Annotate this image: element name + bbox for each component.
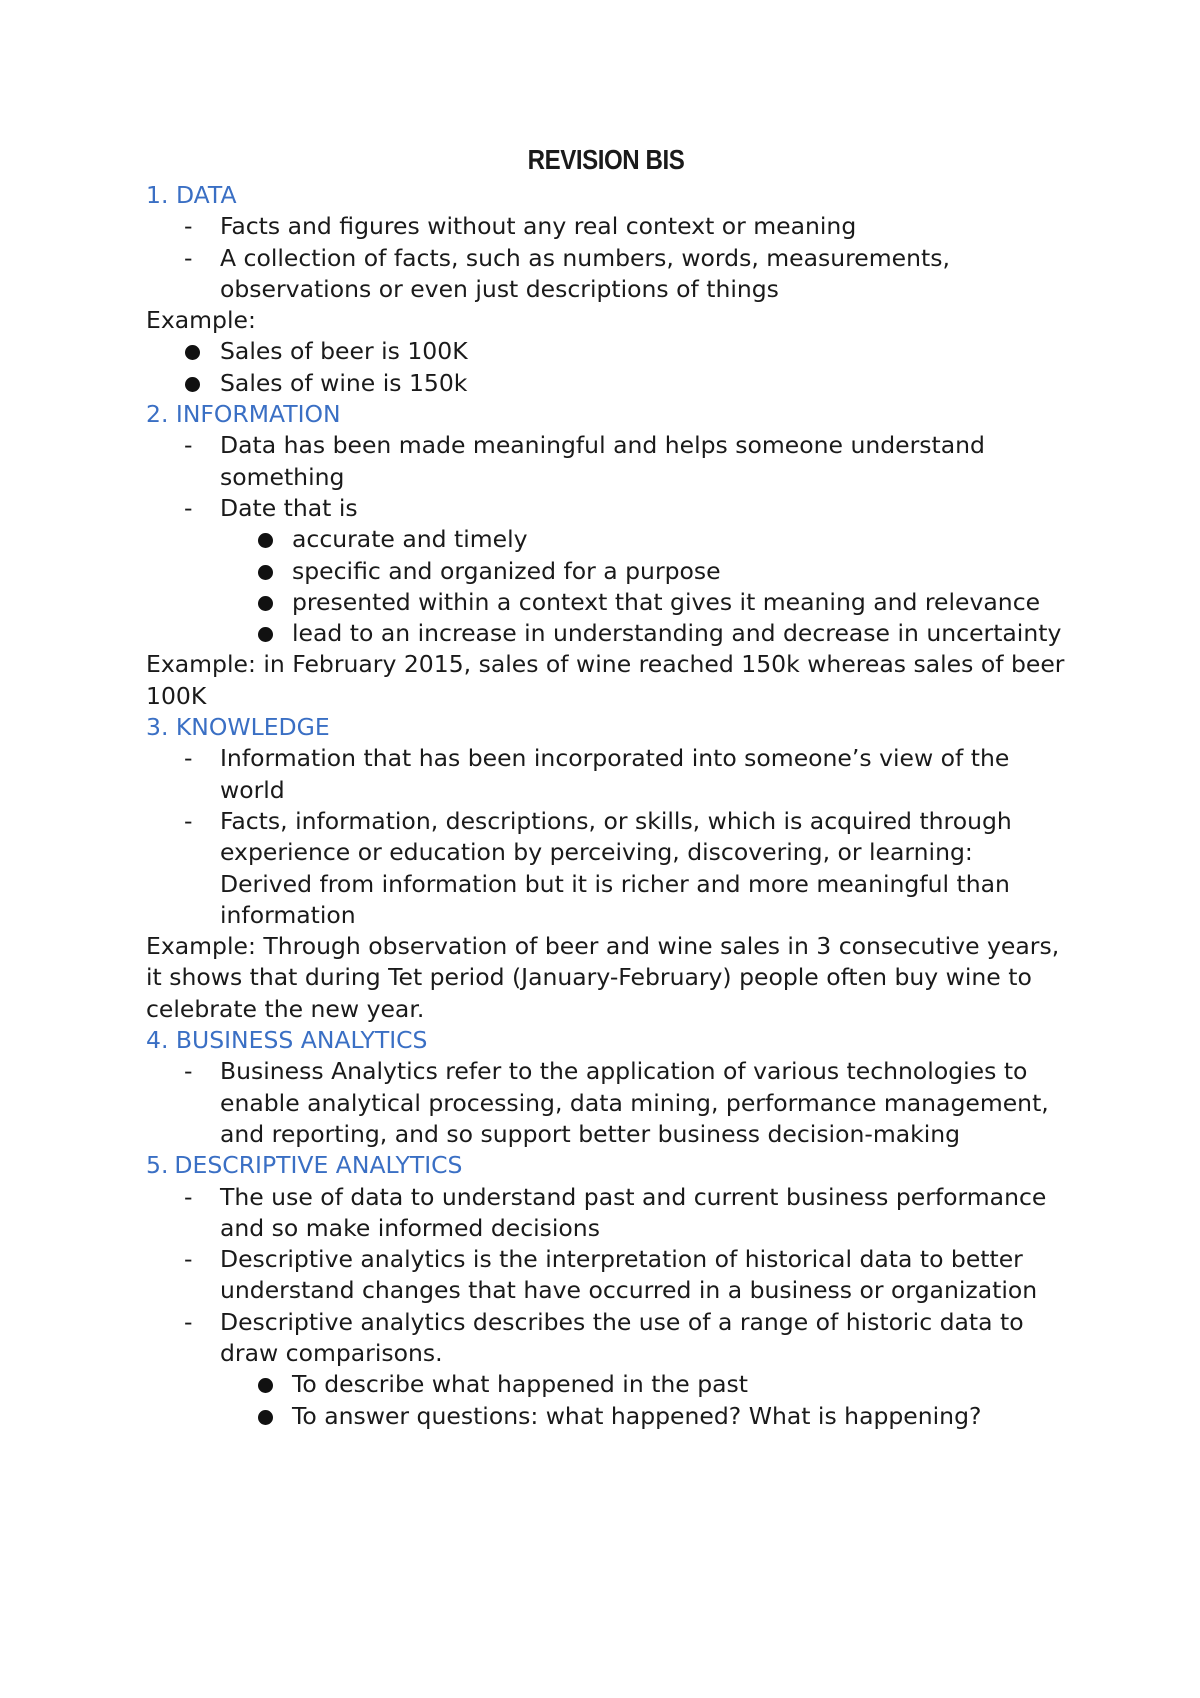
section-heading-information: 2. INFORMATION: [146, 400, 341, 429]
list-item: - Descriptive analytics describes the use of a range of historic data to draw comparisons.: [146, 1307, 1066, 1370]
bullet-icon: [258, 1410, 273, 1425]
bullet-item: accurate and timely: [146, 524, 1066, 555]
list-item: - Date that is: [146, 493, 1066, 524]
example-label: Example:: [146, 306, 256, 335]
bullet-item: lead to an increase in understanding and decrease in uncertainty: [146, 618, 1066, 649]
list-item: - Data has been made meaningful and helps someone understand something: [146, 430, 1066, 493]
bullet-item: To answer questions: what happened? What is happening?: [146, 1401, 1066, 1432]
bullet-icon: [258, 627, 273, 642]
list-item: - A collection of facts, such as numbers, words, measurements, observations or even just descriptions of things: [146, 243, 1066, 306]
section-heading-data: [146, 180, 1066, 211]
list-item: - Business Analytics refer to the application of various technologies to enable analytical processing, data mining, performance management, and reporting, and so support better business decision-making: [146, 1056, 1066, 1150]
bullet-icon: [185, 377, 200, 392]
section-heading-knowledge: 3. KNOWLEDGE: [146, 713, 330, 742]
section-number: 1.: [146, 181, 169, 209]
bullet-item: Sales of beer is 100K: [146, 336, 1066, 367]
bullet-item: Sales of wine is 150k: [146, 368, 1066, 399]
example-text: Example: in February 2015, sales of wine reached 150k whereas sales of beer 100K: [146, 650, 1065, 710]
bullet-icon: [258, 533, 273, 548]
document-title: REVISION BIS: [527, 144, 685, 175]
bullet-icon: [185, 345, 200, 360]
example-text: Example: Through observation of beer and wine sales in 3 consecutive years, it shows that during Tet period (January-February) people often buy wine to celebrate the new year.: [146, 932, 1060, 1023]
list-item: - Information that has been incorporated into someone’s view of the world: [146, 743, 1066, 806]
bullet-item: presented within a context that gives it meaning and relevance: [146, 587, 1066, 618]
list-item: - The use of data to understand past and current business performance and so make informed decisions: [146, 1182, 1066, 1245]
list-item: - Facts and figures without any real context or meaning: [146, 211, 1066, 242]
section-label: DATA: [176, 181, 237, 209]
bullet-icon: [258, 565, 273, 580]
bullet-icon: [258, 1378, 273, 1393]
bullet-icon: [258, 596, 273, 611]
section-heading-descriptive-analytics: [146, 1150, 1066, 1181]
section-heading-business-analytics: 4. BUSINESS ANALYTICS: [146, 1026, 428, 1055]
bullet-item: To describe what happened in the past: [146, 1369, 1066, 1400]
list-item: - Descriptive analytics is the interpretation of historical data to better understand changes that have occurred in a business or organization: [146, 1244, 1066, 1307]
document-page: [146, 144, 1066, 1432]
list-item: - Facts, information, descriptions, or skills, which is acquired through experience or education by perceiving, discovering, or learning: Derived from information but it is richer and more meaningful than information: [146, 806, 1066, 931]
section-number: 5.: [146, 1151, 169, 1180]
section-label: DESCRIPTIVE ANALYTICS: [174, 1151, 463, 1180]
bullet-item: specific and organized for a purpose: [146, 556, 1066, 587]
